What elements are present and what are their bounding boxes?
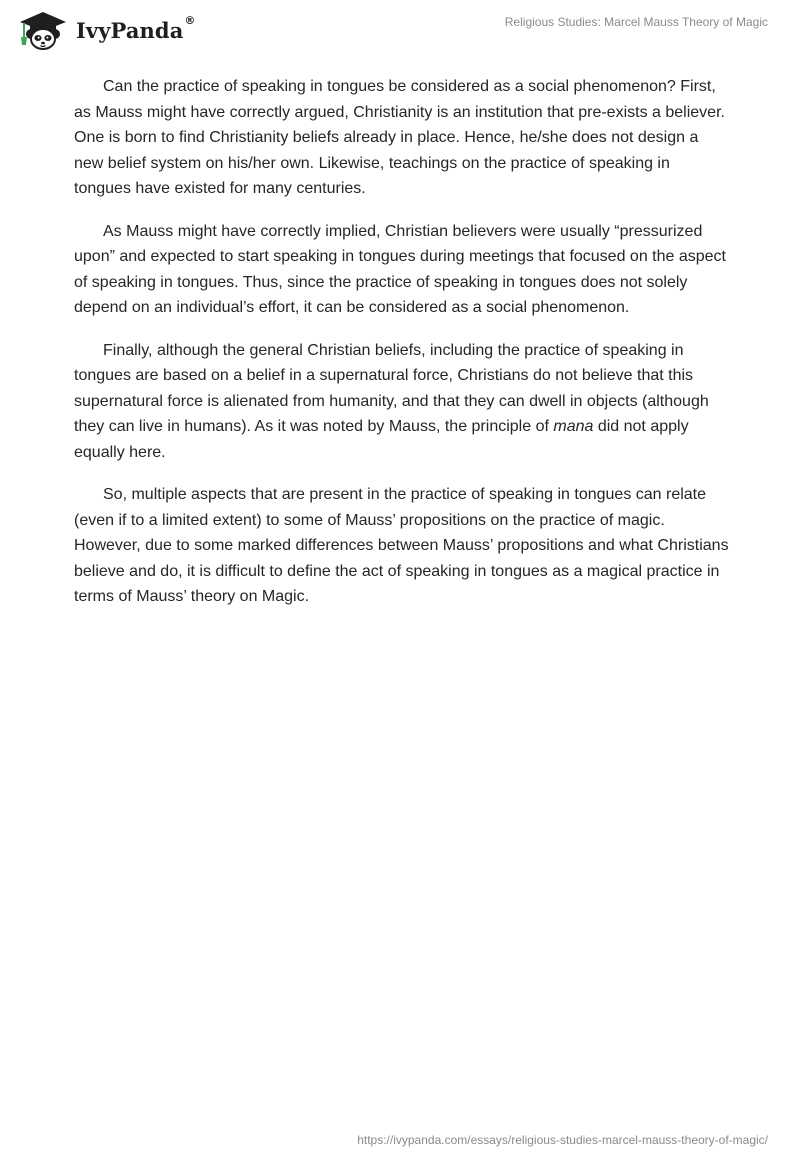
mana-emphasis: mana [553,418,594,435]
panda-graduate-icon [14,8,72,50]
paragraph-1: Can the practice of speaking in tongues be considered as a social phenomenon? First, as Mauss might have correctly argued, Christianity is an institution that pre-exists a believer. One is born to find Christianity beliefs already in place. Hence, he/she does not design a new belief system on his/her own. Likewise, teachings on the practice of speaking in tongues have existed for many centuries. [74,78,725,197]
page-header [0,0,800,60]
ivypanda-logo[interactable] [14,8,195,50]
running-title: Religious Studies: Marcel Mauss Theory of Magic [504,15,768,29]
paragraph-3 [74,338,730,466]
logo-wordmark: IvyPanda [76,17,184,43]
paragraph-3-text-after: did not apply equally here. [74,418,689,461]
source-url-link[interactable]: https://ivypanda.com/essays/religious-studies-marcel-mauss-theory-of-magic/ [357,1133,768,1147]
paragraph-4: So, multiple aspects that are present in the practice of speaking in tongues can relate (even if to a limited extent) to some of Mauss’ propositions on the practice of magic. However, due to some marked differences between Mauss’ propositions and what Christians believe and do, it is difficult to define the act of speaking in tongues as a magical practice in terms of Mauss’ theory on Magic. [74,486,729,605]
registered-mark: ® [184,13,196,27]
paragraph-3-text-before: Finally, although the general Christian beliefs, including the practice of speaking in tongues are based on a belief in a supernatural force, Christians do not believe that this supernatural force is alienated from humanity, and that they can dwell in objects (although they can live in humans). As it was noted by Mauss, the principle of [74,341,709,435]
paragraph-2: As Mauss might have correctly implied, Christian believers were usually “pressurized upon” and expected to start speaking in tongues during meetings that focused on the aspect of speaking in tongues. Thus, since the practice of speaking in tongues does not solely depend on an individual’s effort, it can be considered as a social phenomenon. [74,222,726,316]
essay-body [74,74,730,627]
